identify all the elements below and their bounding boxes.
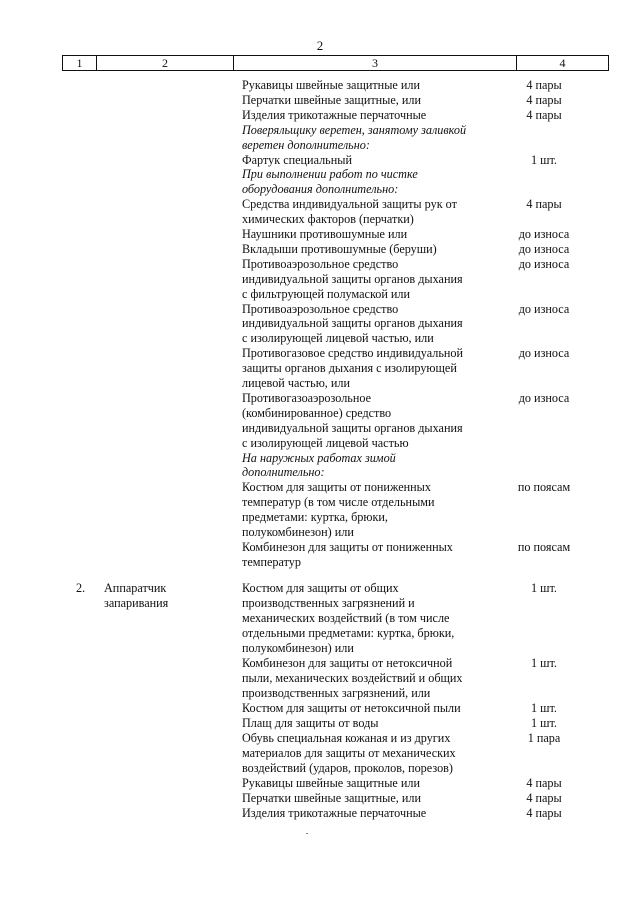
item-text: Противоаэрозольное средство — [242, 301, 399, 316]
condition-note: дополнительно: — [242, 465, 325, 480]
item-text: Изделия трикотажные перчаточные — [242, 107, 427, 122]
item-text: Комбинезон для защиты от пониженных — [242, 539, 453, 554]
item-text: Перчатки швейные защитные, или — [242, 791, 422, 805]
item-quantity: по поясам — [517, 539, 571, 554]
item-quantity: 1 пара — [527, 731, 561, 745]
item-text: Наушники противошумные или — [242, 227, 408, 241]
column-header-3: 3 — [234, 56, 517, 70]
item-quantity: до износа — [518, 301, 570, 316]
item-text: Изделия трикотажные перчаточные — [242, 806, 427, 820]
column-header-row — [62, 55, 609, 71]
item-text: Комбинезон для защиты от нетоксичной — [242, 656, 453, 670]
profession-line: Аппаратчик — [104, 581, 167, 595]
item-quantity: 4 пары — [526, 197, 562, 212]
item-text: Перчатки швейные защитные, или — [242, 92, 422, 107]
item-text: с изолирующей лицевой частью, или — [242, 331, 434, 346]
item-text: материалов для защиты от механических — [242, 746, 456, 760]
item-text: Рукавицы швейные защитные или — [242, 776, 420, 790]
condition-note: Поверяльщику веретен, занятому заливкой — [242, 122, 467, 137]
condition-note: веретен дополнительно: — [242, 137, 370, 152]
item-text: Противоаэрозольное средство — [242, 256, 399, 271]
item-quantity: 4 пары — [526, 78, 562, 92]
item-text: предметами: куртка, брюки, — [242, 510, 388, 525]
item-quantity: до износа — [518, 256, 570, 271]
item-text: пыли, механических воздействий и общих — [242, 671, 463, 685]
scan-speck — [306, 833, 308, 834]
column-header-4: 4 — [559, 56, 566, 70]
item-text: отдельными предметами: куртка, брюки, — [242, 626, 455, 640]
condition-note: На наружных работах зимой — [242, 450, 396, 465]
item-quantity: 1 шт. — [531, 716, 557, 730]
item-quantity: 4 пары — [526, 776, 562, 790]
item-quantity: 4 пары — [526, 107, 562, 122]
item-text: индивидуальной защиты органов дыхания — [242, 316, 463, 331]
item-text: Обувь специальная кожаная и из других — [242, 731, 451, 745]
item-quantity: до износа — [518, 346, 570, 361]
item-text: с изолирующей лицевой частью — [242, 435, 409, 450]
item-text: производственных загрязнений, или — [242, 686, 431, 700]
item-text: полукомбинезон) или — [242, 525, 354, 539]
item-text: Костюм для защиты от пониженных — [242, 480, 431, 495]
item-text: лицевой частью, или — [242, 376, 351, 390]
item-text: температур (в том числе отдельными — [242, 495, 435, 510]
item-text: Фартук специальный — [242, 152, 352, 167]
profession-name — [104, 581, 168, 611]
item-text: воздействий (ударов, проколов, порезов) — [242, 761, 453, 775]
column-header-1: 1 — [63, 56, 97, 70]
item-text: Костюм для защиты от общих — [242, 581, 399, 595]
item-quantity: 1 шт. — [531, 701, 557, 715]
item-quantity: до износа — [518, 227, 570, 241]
item-text: Вкладыши противошумные (беруши) — [242, 241, 437, 256]
item-text: Противогазоаэрозольное — [242, 390, 372, 405]
column-header-2: 2 — [97, 56, 234, 70]
item-quantity: по поясам — [517, 480, 571, 495]
item-quantity: до износа — [518, 390, 570, 405]
item-quantity: 1 шт. — [531, 581, 557, 595]
item-text: механических воздействий (в том числе — [242, 611, 450, 625]
item-quantity: 1 шт. — [531, 656, 557, 670]
item-quantity: 4 пары — [526, 806, 562, 820]
item-text: индивидуальной защиты органов дыхания — [242, 271, 463, 286]
item-text: Противогазовое средство индивидуальной — [242, 346, 464, 361]
item-text: Плащ для защиты от воды — [242, 716, 379, 730]
item-text: полукомбинезон) или — [242, 641, 354, 655]
page-number: 2 — [316, 38, 324, 53]
item-text: химических факторов (перчатки) — [242, 212, 414, 227]
item-text: Костюм для защиты от нетоксичной пыли — [242, 701, 461, 715]
item-text: Рукавицы швейные защитные или — [242, 78, 420, 92]
item-text: Средства индивидуальной защиты рук от — [242, 197, 457, 212]
item-quantity: до износа — [518, 241, 570, 256]
condition-note: При выполнении работ по чистке — [242, 167, 418, 182]
item-text: с фильтрующей полумаской или — [242, 286, 411, 301]
condition-note: оборудования дополнительно: — [242, 182, 399, 197]
item-text: защиты органов дыхания с изолирующей — [242, 361, 457, 376]
profession-line: запаривания — [104, 596, 169, 610]
item-text: индивидуальной защиты органов дыхания — [242, 420, 463, 435]
item-text: температур — [242, 554, 301, 569]
item-text: производственных загрязнений и — [242, 596, 415, 610]
item-text: (комбинированное) средство — [242, 405, 392, 420]
item-quantity: 4 пары — [526, 791, 562, 805]
row-number: 2. — [76, 581, 86, 595]
item-quantity: 1 шт. — [531, 152, 557, 167]
item-quantity: 4 пары — [526, 92, 562, 107]
